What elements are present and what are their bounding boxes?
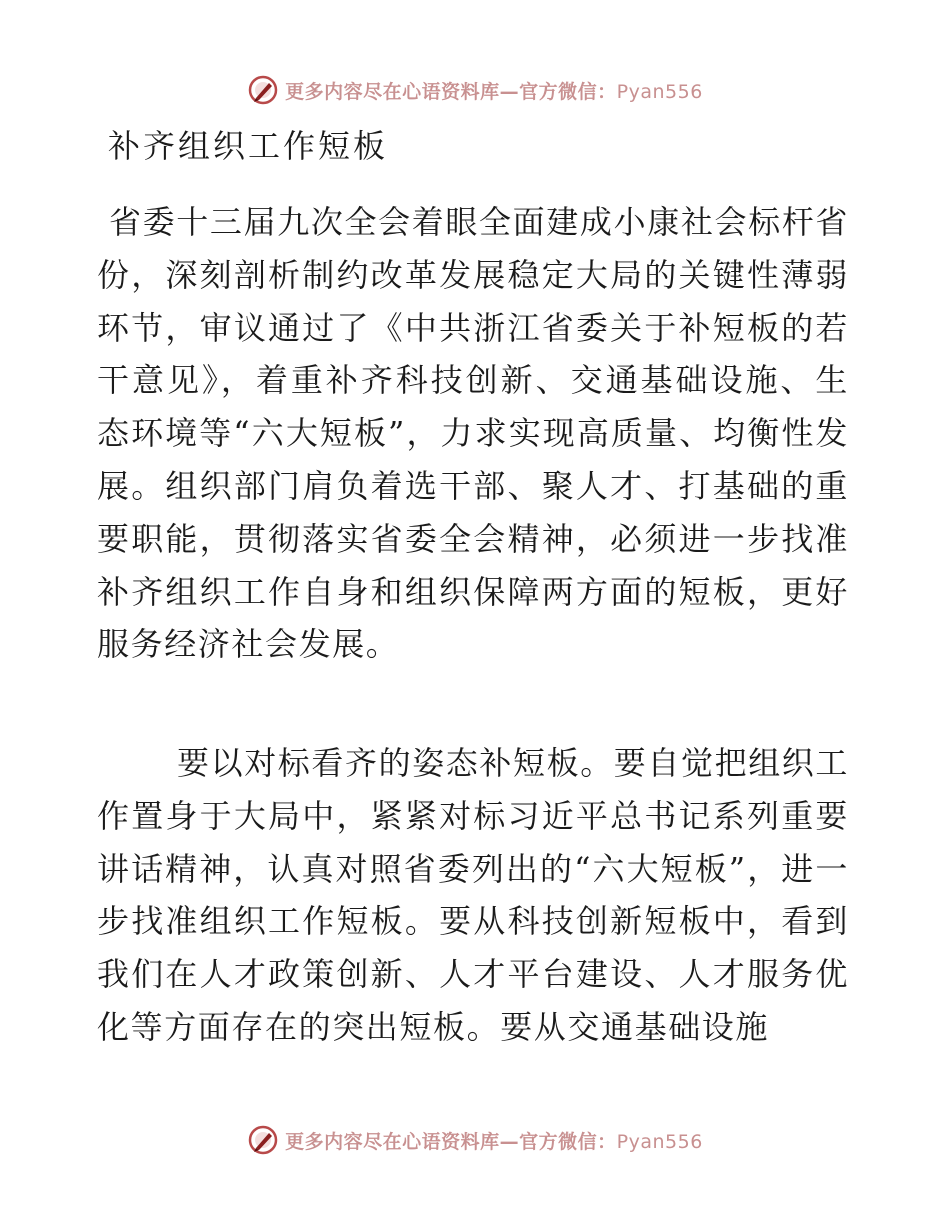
header-watermark-banner xyxy=(0,72,950,108)
pen-seal-logo-icon xyxy=(247,74,279,106)
header-watermark-text: 更多内容尽在心语资料库—官方微信：Pyan556 xyxy=(285,80,703,103)
body-paragraph-1: 省委十三届九次全会着眼全面建成小康社会标杆省份，深刻剖析制约改革发展稳定大局的关键性薄弱环节，审议通过了《中共浙江省委关于补短板的若干意见》，着重补齐科技创新、交通基础设施、生态环境等“六大短板”，力求实现高质量、均衡性发展。组织部门肩负着选干部、聚人才、打基础的重要职能，贯彻落实省委全会精神，必须进一步找准补齐组织工作自身和组织保障两方面的短板，更好服务经济社会发展。 xyxy=(97,203,849,664)
body-paragraph-2: 要以对标看齐的姿态补短板。要自觉把组织工作置身于大局中，紧紧对标习近平总书记系列重要讲话精神，认真对照省委列出的“六大短板”，进一步找准组织工作短板。要从科技创新短板中，看到我们在人才政策创新、人才平台建设、人才服务优化等方面存在的突出短板。要从交通基础设施 xyxy=(97,744,850,1046)
footer-watermark-text: 更多内容尽在心语资料库—官方微信：Pyan556 xyxy=(285,1130,703,1153)
header-watermark-handle: Pyan556 xyxy=(616,80,703,103)
footer-watermark-banner xyxy=(0,1122,950,1158)
pen-seal-logo-icon xyxy=(247,1124,279,1156)
document-title: 补齐组织工作短板 xyxy=(108,127,389,165)
footer-watermark-handle: Pyan556 xyxy=(616,1130,703,1153)
